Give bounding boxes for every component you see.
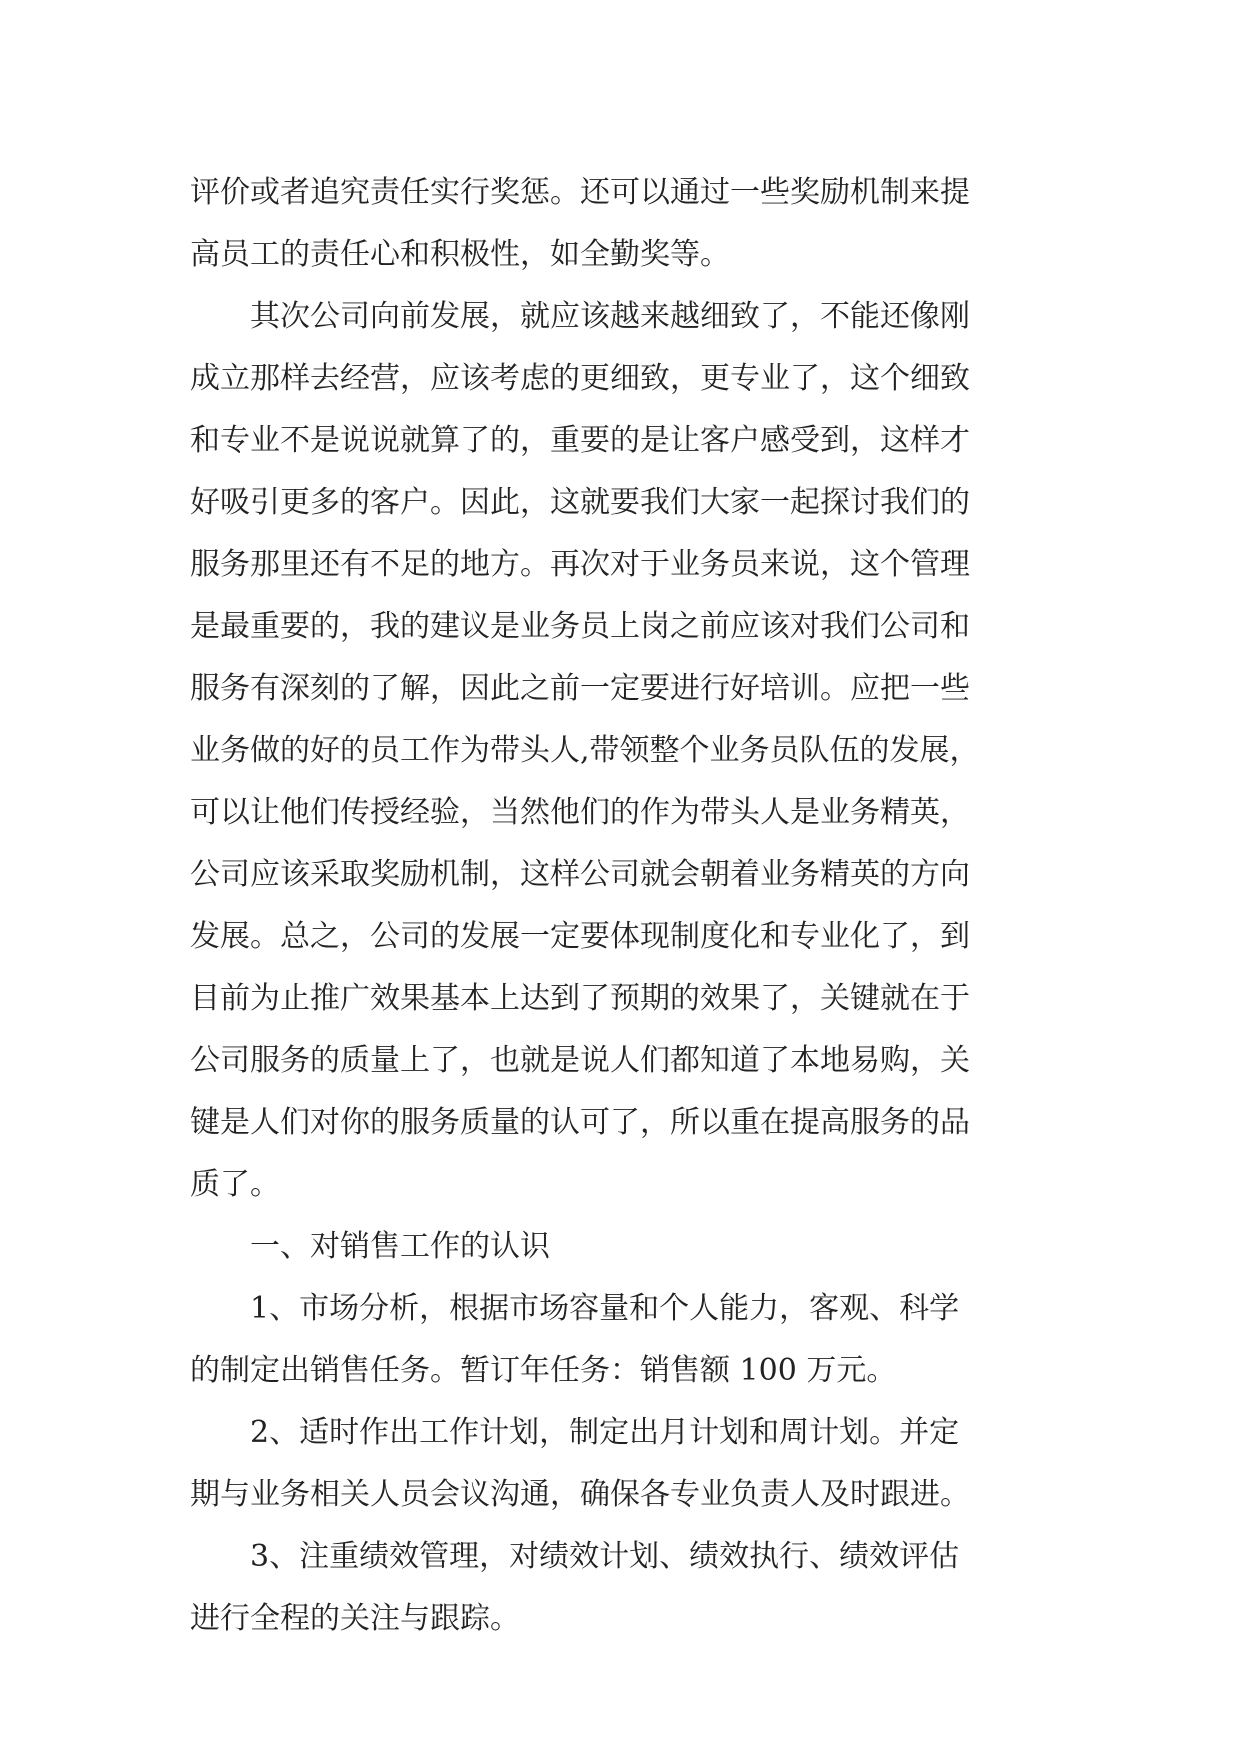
text-line: 进行全程的关注与跟踪。: [190, 1601, 520, 1636]
text-line: 业务做的好的员工作为带头人,带领整个业务员队伍的发展，: [190, 733, 980, 768]
list-item-start-line: 3、注重绩效管理，对绩效计划、绩效执行、绩效评估: [250, 1539, 960, 1574]
text-line: 公司服务的质量上了，也就是说人们都知道了本地易购，关: [190, 1043, 970, 1078]
text-line: 和专业不是说说就算了的，重要的是让客户感受到，这样才: [190, 423, 970, 458]
text-line: 服务那里还有不足的地方。再次对于业务员来说，这个管理: [190, 547, 970, 582]
text-line: 好吸引更多的客户。因此，这就要我们大家一起探讨我们的: [190, 485, 970, 520]
text-line: 公司应该采取奖励机制，这样公司就会朝着业务精英的方向: [190, 857, 970, 892]
text-line: 期与业务相关人员会议沟通，确保各专业负责人及时跟进。: [190, 1477, 970, 1512]
paragraph-start-line: 其次公司向前发展，就应该越来越细致了，不能还像刚: [250, 299, 970, 334]
text-line: 质了。: [190, 1167, 280, 1202]
document-body: [190, 162, 1050, 1650]
text-line: 的制定出销售任务。暂订年任务：销售额 100 万元。: [190, 1353, 897, 1388]
text-line: 评价或者追究责任实行奖惩。还可以通过一些奖励机制来提: [190, 175, 970, 210]
text-line: 键是人们对你的服务质量的认可了，所以重在提高服务的品: [190, 1105, 970, 1140]
text-line: 服务有深刻的了解，因此之前一定要进行好培训。应把一些: [190, 671, 970, 706]
section-heading: 一、对销售工作的认识: [250, 1229, 550, 1264]
text-line: 高员工的责任心和积极性，如全勤奖等。: [190, 237, 730, 272]
list-item-start-line: 2、适时作出工作计划，制定出月计划和周计划。并定: [250, 1415, 960, 1450]
text-line: 成立那样去经营，应该考虑的更细致，更专业了，这个细致: [190, 361, 970, 396]
text-line: 目前为止推广效果基本上达到了预期的效果了，关键就在于: [190, 981, 970, 1016]
text-line: 可以让他们传授经验，当然他们的作为带头人是业务精英，: [190, 795, 970, 830]
list-item-start-line: 1、市场分析，根据市场容量和个人能力，客观、科学: [250, 1291, 960, 1326]
text-line: 是最重要的，我的建议是业务员上岗之前应该对我们公司和: [190, 609, 970, 644]
text-line: 发展。总之，公司的发展一定要体现制度化和专业化了，到: [190, 919, 970, 954]
